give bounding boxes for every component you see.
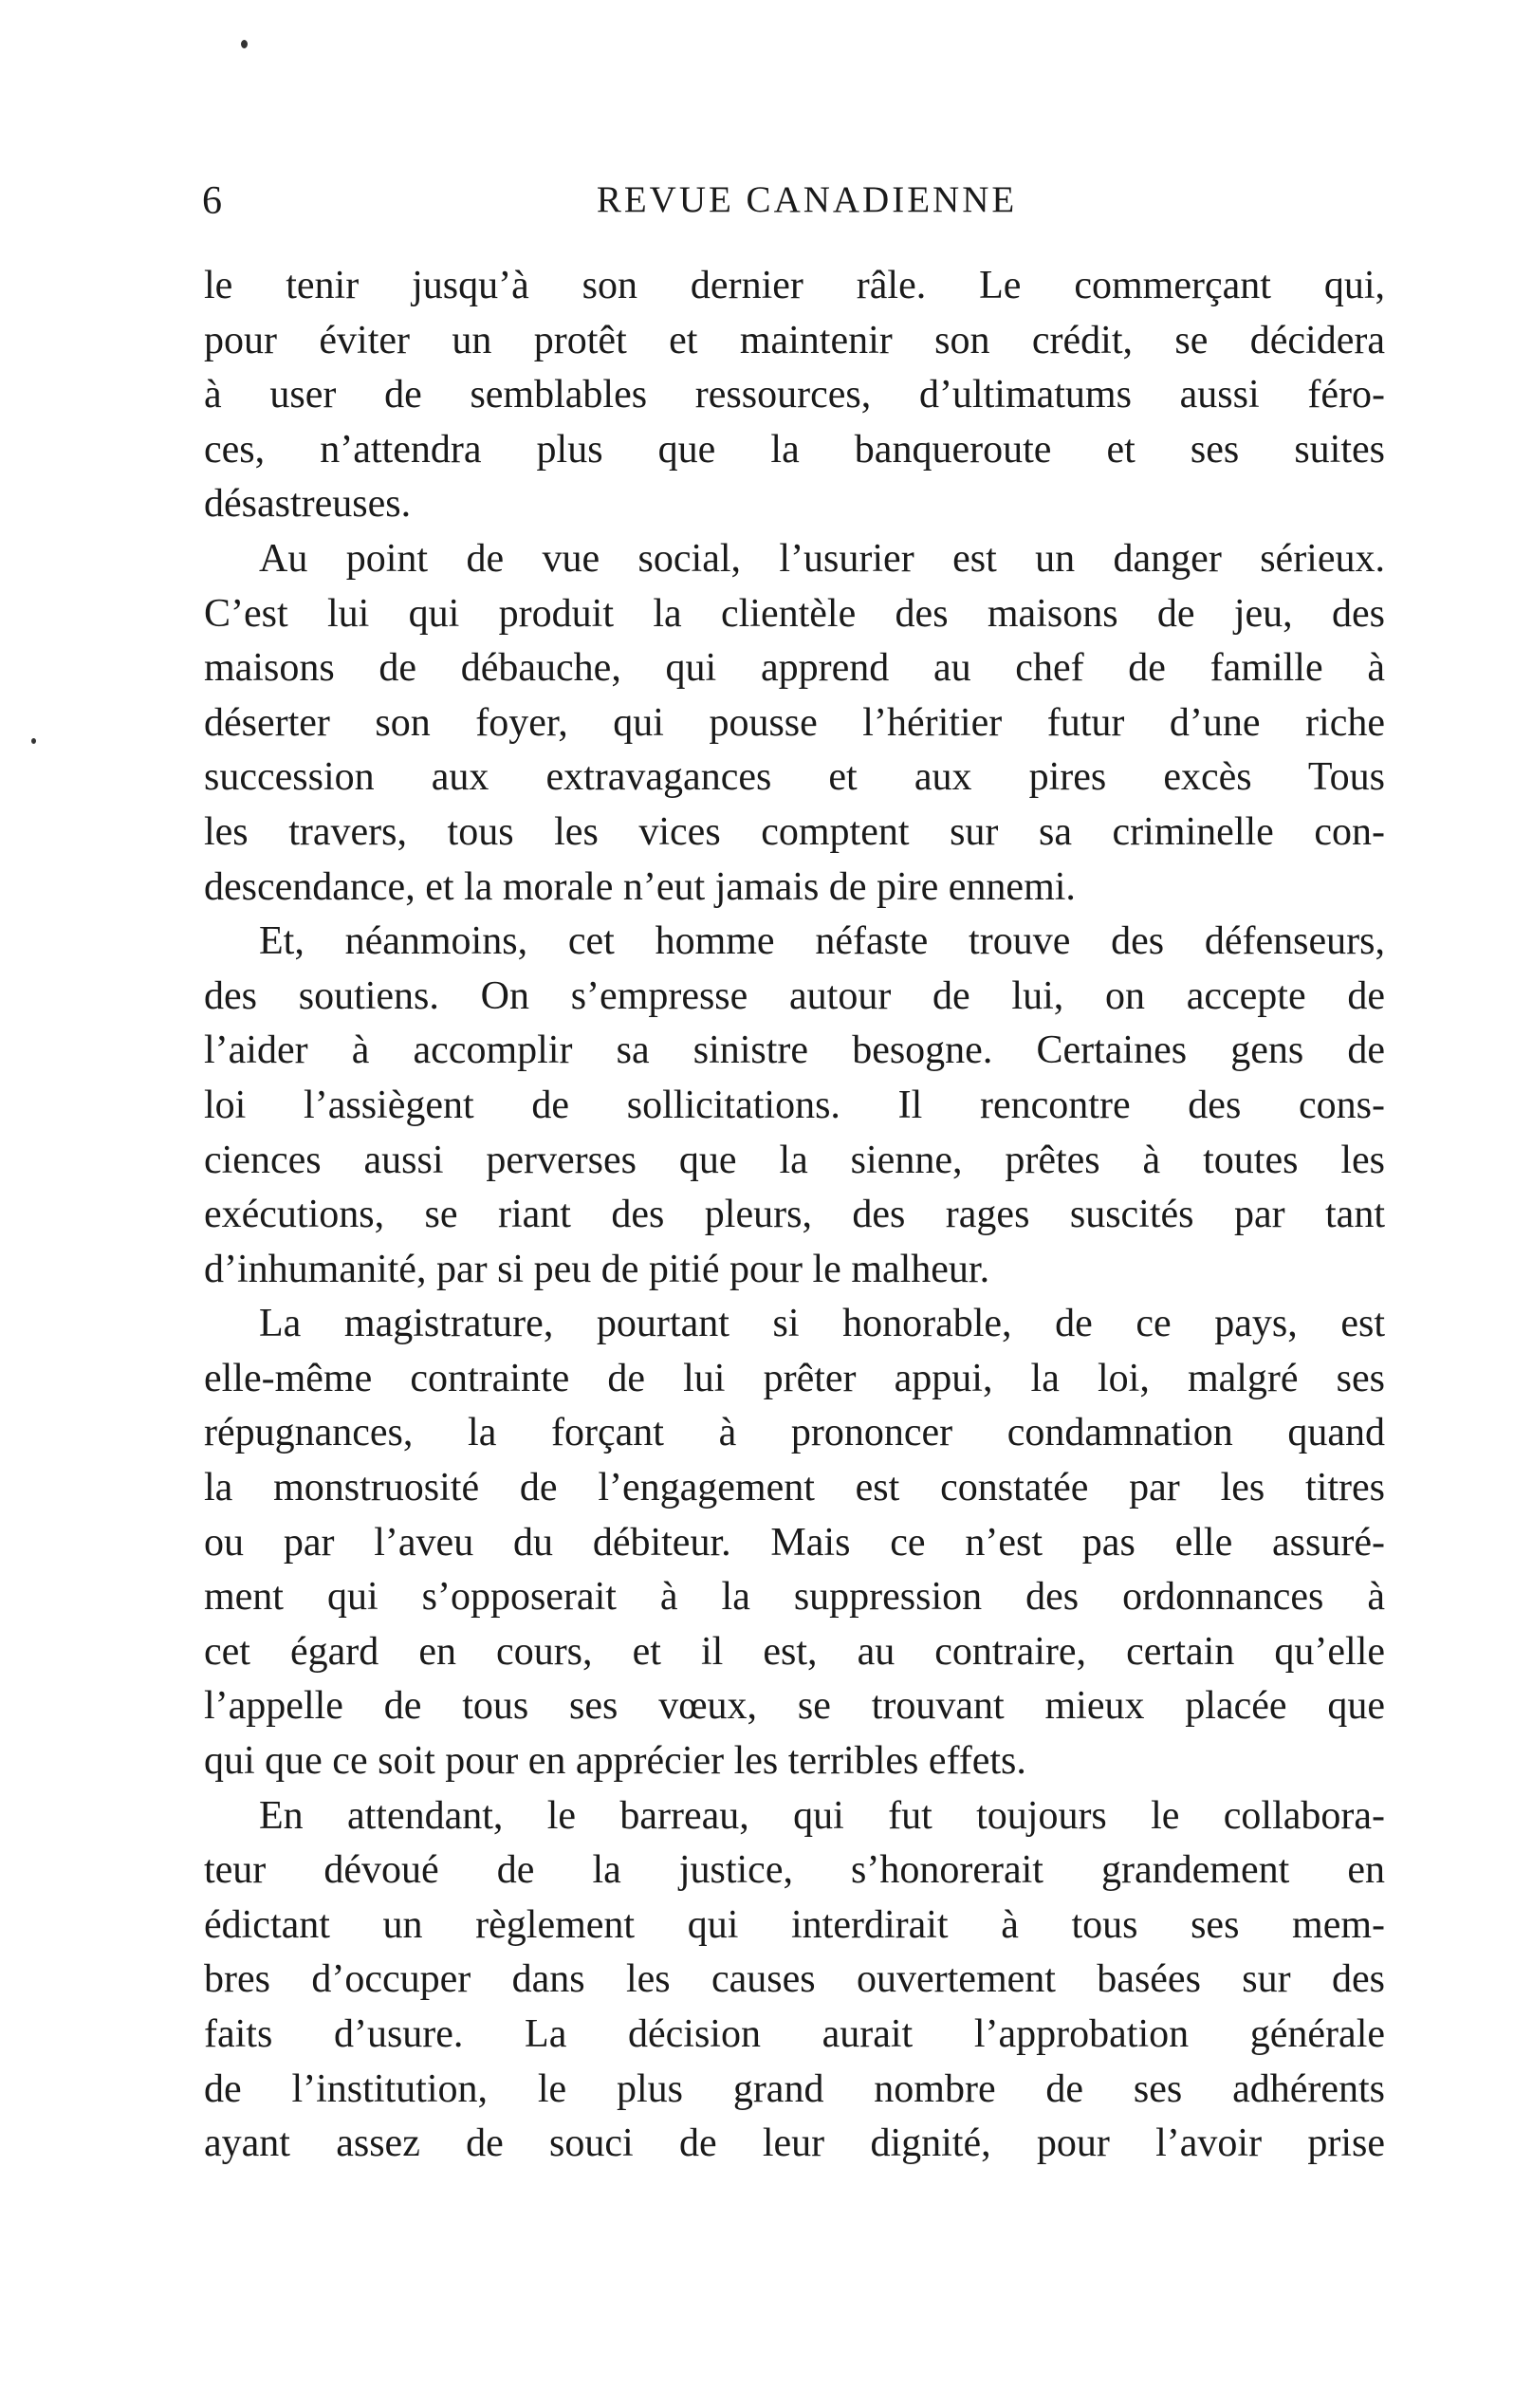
text-line: l’aider à accomplir sa sinistre besogne. Certaines gens de bbox=[204, 1028, 1385, 1073]
text-line: maisons de débauche, qui apprend au chef de famille à bbox=[204, 646, 1385, 691]
text-line: exécutions, se riant des pleurs, des rages suscités par tant bbox=[204, 1193, 1385, 1237]
text-line: Au point de vue social, l’usurier est un danger sérieux. bbox=[259, 536, 1385, 581]
print-speck bbox=[241, 40, 248, 48]
text-line: des soutiens. On s’empresse autour de lui, on accepte de bbox=[204, 973, 1385, 1018]
body-text bbox=[204, 259, 1385, 2172]
text-line: ces, n’attendra plus que la banqueroute et ses suites bbox=[204, 427, 1385, 472]
text-line: édictant un règlement qui interdirait à tous ses mem- bbox=[204, 1902, 1385, 1947]
text-line: elle-même contrainte de lui prêter appui, la loi, malgré ses bbox=[204, 1356, 1385, 1400]
text-line: à user de semblables ressources, d’ultimatums aussi féro- bbox=[204, 373, 1385, 417]
text-line: la monstruosité de l’engagement est constatée par les titres bbox=[204, 1466, 1385, 1510]
text-line: répugnances, la forçant à prononcer condamnation quand bbox=[204, 1411, 1385, 1455]
text-line: faits d’usure. La décision aurait l’approbation générale bbox=[204, 2012, 1385, 2056]
text-line: pour éviter un protêt et maintenir son crédit, se décidera bbox=[204, 318, 1385, 362]
text-line: l’appelle de tous ses vœux, se trouvant mieux placée que bbox=[204, 1684, 1385, 1729]
text-line: ment qui s’opposerait à la suppression des ordonnances à bbox=[204, 1575, 1385, 1620]
text-line: le tenir jusqu’à son dernier râle. Le commerçant qui, bbox=[204, 264, 1385, 307]
text-line: qui que ce soit pour en apprécier les terribles effets. bbox=[204, 1739, 1026, 1784]
text-line: En attendant, le barreau, qui fut toujours le collabora- bbox=[259, 1793, 1385, 1838]
text-line: cet égard en cours, et il est, au contraire, certain qu’elle bbox=[204, 1629, 1385, 1674]
print-speck bbox=[31, 738, 36, 744]
text-line: désastreuses. bbox=[204, 482, 412, 527]
text-line: descendance, et la morale n’eut jamais de pire ennemi. bbox=[204, 864, 1076, 909]
text-line: ou par l’aveu du débiteur. Mais ce n’est pas elle assuré- bbox=[204, 1520, 1385, 1565]
text-line: Et, néanmoins, cet homme néfaste trouve des défenseurs, bbox=[259, 919, 1385, 964]
text-line: ciences aussi perverses que la sienne, prêtes à toutes les bbox=[204, 1138, 1385, 1182]
text-line: loi l’assiègent de sollicitations. Il rencontre des cons- bbox=[204, 1083, 1385, 1127]
text-line: les travers, tous les vices comptent sur sa criminelle con- bbox=[204, 809, 1385, 854]
running-head bbox=[202, 178, 1383, 235]
page-number: 6 bbox=[202, 179, 223, 223]
text-line: La magistrature, pourtant si honorable, de ce pays, est bbox=[259, 1302, 1385, 1346]
text-line: de l’institution, le plus grand nombre de ses adhérents bbox=[204, 2066, 1385, 2111]
text-line: d’inhumanité, par si peu de pitié pour le malheur. bbox=[204, 1247, 990, 1291]
text-line: bres d’occuper dans les causes ouvertement basées sur des bbox=[204, 1957, 1385, 2002]
text-line: C’est lui qui produit la clientèle des maisons de jeu, des bbox=[204, 591, 1385, 636]
text-line: succession aux extravagances et aux pires excès Tous bbox=[204, 755, 1385, 800]
text-line: ayant assez de souci de leur dignité, pour l’avoir prise bbox=[204, 2121, 1385, 2166]
text-line: teur dévoué de la justice, s’honorerait grandement en bbox=[204, 1848, 1385, 1893]
text-line: déserter son foyer, qui pousse l’héritier futur d’une riche bbox=[204, 700, 1385, 745]
journal-title: REVUE CANADIENNE bbox=[596, 179, 1018, 220]
